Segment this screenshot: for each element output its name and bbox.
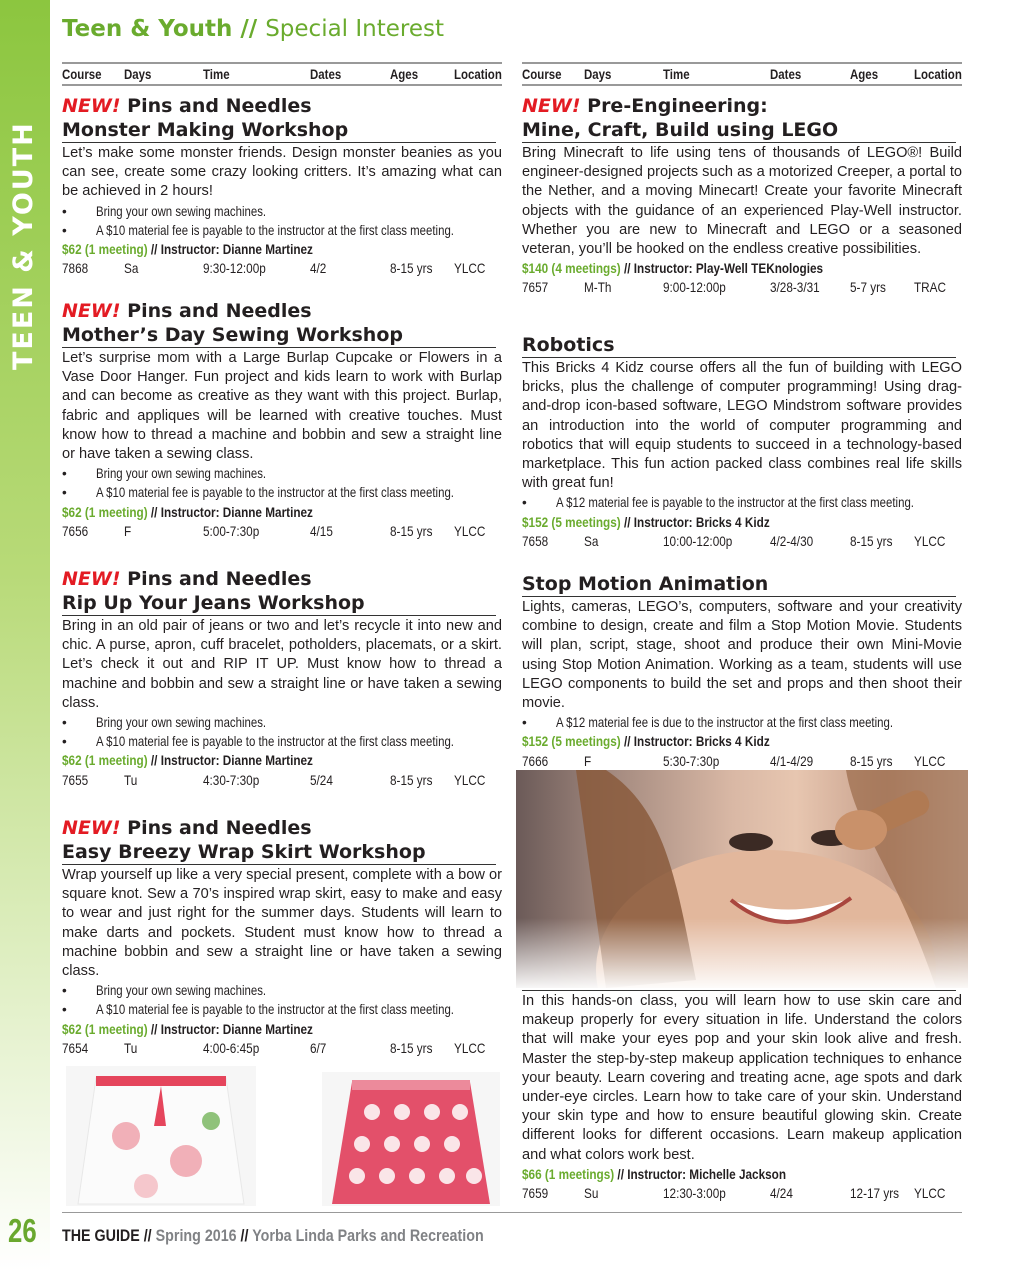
course-description: Bring Minecraft to life using tens of thousands of LEGO®! Build engineer-designed projects such as a motorized Creeper, a portal to the Nether, and a moving Minecart! Create your favorite Minecraft objects with the guidance of an experienced Play-Well instructor. Whether you are new to Minecraft and LEGO or a seasoned veteran, you’ll be hooked on the endless creative possibilities. (522, 145, 962, 258)
new-tag: NEW! (62, 300, 121, 322)
course-listing (522, 572, 962, 771)
schedule-ages: 8-15 yrs (850, 752, 893, 769)
schedule-location: YLCC (914, 1185, 946, 1202)
footer-separator: // (139, 1226, 156, 1245)
right-column (522, 62, 962, 1202)
bullet-item (62, 202, 502, 221)
schedule-location: YLCC (914, 752, 946, 769)
course-instructor: // Instructor: Dianne Martinez (147, 752, 313, 769)
section-title-sub: Special Interest (265, 16, 445, 42)
course-fee-line (522, 259, 962, 278)
course-title-text: Pre-Engineering: (587, 95, 768, 117)
course-description: In this hands-on class, you will learn how to use skin care and makeup properly for every situation in life. Understand the colors that will make your eyes pop and your skin look alive and fresh. Master the step-by-step makeup application techniques to enhance your beauty. Learn covering and treating acne, age spots and dark under-eye circles. Learn how to take care of your skin. Understand your skin type and how to ensure beautiful glowing skin. Create different looks for different occasions. Learn makeup application and what colors work best. (522, 993, 962, 1163)
bullet-text: Bring your own sewing machines. (96, 983, 267, 999)
schedule-dates: 4/15 (310, 522, 333, 539)
schedule-location: YLCC (454, 1039, 486, 1056)
course-price: $62 (1 meeting) (62, 503, 148, 520)
course-title-text: Pins and Needles (127, 95, 312, 117)
bullet-text: Bring your own sewing machines. (96, 466, 267, 482)
schedule-ages: 8-15 yrs (390, 771, 433, 788)
footer-org: Yorba Linda Parks and Recreation (252, 1226, 484, 1245)
course-title-text: Easy Breezy Wrap Skirt Workshop (62, 841, 426, 863)
schedule-row (62, 259, 502, 278)
bullet-item (62, 981, 502, 1000)
left-column (62, 62, 502, 1056)
bullet-item (62, 221, 502, 240)
schedule-days: Sa (584, 532, 599, 549)
header-course: Course (522, 66, 562, 82)
new-tag: NEW! (62, 817, 121, 839)
new-tag: NEW! (62, 568, 121, 590)
header-days: Days (124, 66, 152, 82)
schedule-days: M-Th (584, 279, 612, 296)
course-title-text: Mine, Craft, Build using LEGO (522, 119, 839, 141)
schedule-dates: 4/24 (770, 1185, 793, 1202)
schedule-course-number: 7658 (522, 532, 549, 549)
course-listing (62, 567, 502, 790)
course-price: $152 (5 meetings) (522, 513, 621, 530)
course-title-text: Mother’s Day Sewing Workshop (62, 324, 403, 346)
schedule-dates: 3/28-3/31 (770, 279, 820, 296)
page-number: 26 (8, 1212, 37, 1249)
right-column-header (522, 62, 962, 86)
bullet-item (522, 493, 962, 512)
course-title (522, 333, 956, 358)
footer-divider (62, 1212, 962, 1213)
course-fee-line (62, 1020, 502, 1039)
course-instructor: // Instructor: Michelle Jackson (614, 1165, 787, 1182)
schedule-dates: 4/2-4/30 (770, 532, 814, 549)
schedule-course-number: 7868 (62, 260, 89, 277)
course-title-text: Robotics (522, 334, 615, 356)
schedule-course-number: 7654 (62, 1039, 89, 1056)
course-instructor: // Instructor: Play-Well TEKnologies (620, 260, 824, 277)
header-ages: Ages (390, 66, 419, 82)
schedule-time: 9:00-12:00p (663, 279, 726, 296)
section-title (62, 16, 444, 42)
schedule-row (522, 1184, 962, 1203)
bullet-text: A $10 material fee is payable to the instructor at the first class meeting. (96, 222, 454, 238)
bullet-item (62, 1000, 502, 1019)
bullet-dot: • (62, 715, 67, 731)
header-days: Days (584, 66, 612, 82)
sidebar-label: TEEN & YOUTH (8, 121, 39, 370)
schedule-days: Tu (124, 1039, 138, 1056)
course-title-line2 (62, 323, 496, 348)
schedule-dates: 4/2 (310, 260, 327, 277)
schedule-days: Su (584, 1185, 599, 1202)
course-title-line1 (62, 567, 502, 591)
course-description: This Bricks 4 Kidz course offers all the fun of building with LEGO bricks, plus the challenge of computer programming! Using drag-and-drop icon-based software, LEGO Mindstrom software provides an introduction into the world of computer programming and robotics that will equip students to succeed in a technology-based marketplace. This fun action packed class combines real life skills with great fun! (522, 360, 962, 492)
course-price: $62 (1 meeting) (62, 241, 148, 258)
course-fee-line (62, 240, 502, 259)
new-tag: NEW! (522, 95, 581, 117)
bullet-item (62, 464, 502, 483)
header-location: Location (454, 66, 502, 82)
schedule-row (522, 532, 962, 551)
schedule-location: YLCC (454, 771, 486, 788)
footer-guide: THE GUIDE (62, 1226, 140, 1245)
schedule-course-number: 7666 (522, 752, 549, 769)
course-title-text: Monster Making Workshop (62, 119, 349, 141)
schedule-dates: 5/24 (310, 771, 333, 788)
bullet-dot: • (62, 222, 67, 238)
schedule-days: F (584, 752, 592, 769)
course-title-text: Pins and Needles (127, 817, 312, 839)
course-title-line2 (62, 840, 496, 865)
header-location: Location (914, 66, 962, 82)
header-dates: Dates (310, 66, 342, 82)
schedule-ages: 8-15 yrs (390, 260, 433, 277)
bullet-dot: • (62, 203, 67, 219)
schedule-days: F (124, 522, 132, 539)
sidebar-band (0, 0, 50, 1272)
bullet-text: Bring your own sewing machines. (96, 715, 267, 731)
skirt-photo-right (322, 1072, 500, 1206)
course-title-line1 (62, 94, 502, 118)
course-title-line2 (522, 118, 956, 143)
skirt-photo-left (66, 1066, 256, 1206)
bullet-item (522, 713, 962, 732)
schedule-time: 12:30-3:00p (663, 1185, 726, 1202)
bullet-dot: • (522, 715, 527, 731)
schedule-dates: 4/1-4/29 (770, 752, 814, 769)
schedule-time: 9:30-12:00p (203, 260, 266, 277)
course-fee-line (62, 503, 502, 522)
bullet-text: A $10 material fee is payable to the instructor at the first class meeting. (96, 734, 454, 750)
course-title-line2 (62, 118, 496, 143)
course-instructor: // Instructor: Bricks 4 Kidz (620, 733, 770, 750)
new-tag: NEW! (62, 95, 121, 117)
schedule-ages: 8-15 yrs (390, 1039, 433, 1056)
schedule-time: 4:00-6:45p (203, 1039, 260, 1056)
course-price: $152 (5 meetings) (522, 733, 621, 750)
schedule-time: 5:00-7:30p (203, 522, 260, 539)
bullet-text: A $12 material fee is due to the instructor at the first class meeting. (556, 715, 894, 731)
schedule-course-number: 7659 (522, 1185, 549, 1202)
course-listing (522, 966, 962, 1203)
section-title-main: Teen & Youth (62, 16, 233, 42)
bullet-dot: • (62, 734, 67, 750)
schedule-ages: 12-17 yrs (850, 1185, 900, 1202)
schedule-days: Tu (124, 771, 138, 788)
footer-separator: // (236, 1226, 253, 1245)
course-title-text: Pins and Needles (127, 568, 312, 590)
course-title (522, 572, 956, 597)
course-listing (522, 94, 962, 298)
bullet-text: Bring your own sewing machines. (96, 203, 267, 219)
section-title-separator: // (232, 16, 266, 42)
schedule-course-number: 7657 (522, 279, 549, 296)
bullet-text: A $10 material fee is payable to the instructor at the first class meeting. (96, 1002, 454, 1018)
course-title-line2 (62, 591, 496, 616)
schedule-row (62, 1039, 502, 1058)
course-description: Lights, cameras, LEGO’s, computers, software and your creativity combine to design, create and film a Stop Motion Movie. Students will plan, script, stage, shoot and produce their own Mini-Movie using Stop Motion Animation. Working as a team, students will use LEGO components to build the set and props and then shoot their movie. (522, 599, 962, 712)
schedule-ages: 5-7 yrs (850, 279, 886, 296)
course-listing (522, 333, 962, 551)
course-fee-line (62, 751, 502, 770)
schedule-time: 5:30-7:30p (663, 752, 720, 769)
bullet-dot: • (62, 983, 67, 999)
course-title-text: Rip Up Your Jeans Workshop (62, 592, 365, 614)
header-dates: Dates (770, 66, 802, 82)
bullet-item (62, 483, 502, 502)
schedule-row (522, 278, 962, 297)
bullet-dot: • (62, 466, 67, 482)
course-description: Let’s make some monster friends. Design monster beanies as you can see, create some crazy looking critters. It’s amazing what can be achieved in 2 hours! (62, 145, 502, 200)
schedule-days: Sa (124, 260, 139, 277)
course-instructor: // Instructor: Dianne Martinez (147, 1020, 313, 1037)
course-instructor: // Instructor: Dianne Martinez (147, 503, 313, 520)
footer (62, 1226, 564, 1246)
course-listing (62, 299, 502, 541)
header-ages: Ages (850, 66, 879, 82)
course-fee-line (522, 732, 962, 751)
course-fee-line (522, 513, 962, 532)
makeup-photo (516, 770, 968, 988)
header-time: Time (663, 66, 690, 82)
course-title-text: Pins and Needles (127, 300, 312, 322)
header-course: Course (62, 66, 102, 82)
schedule-time: 4:30-7:30p (203, 771, 260, 788)
schedule-location: YLCC (454, 260, 486, 277)
schedule-row (522, 752, 962, 771)
schedule-location: YLCC (454, 522, 486, 539)
schedule-row (62, 771, 502, 790)
schedule-ages: 8-15 yrs (390, 522, 433, 539)
course-title-line1 (522, 94, 962, 118)
course-price: $66 (1 meetings) (522, 1165, 615, 1182)
schedule-time: 10:00-12:00p (663, 532, 733, 549)
course-fee-line (522, 1165, 962, 1184)
schedule-dates: 6/7 (310, 1039, 327, 1056)
bullet-dot: • (62, 485, 67, 501)
course-price: $140 (4 meetings) (522, 260, 621, 277)
left-column-header (62, 62, 502, 86)
course-listing (62, 816, 502, 1058)
schedule-location: TRAC (914, 279, 947, 296)
bullet-text: A $10 material fee is payable to the instructor at the first class meeting. (96, 485, 454, 501)
course-description: Wrap yourself up like a very special present, complete with a bow or square knot. Sew a 70’s inspired wrap skirt, easy to make and easy to wear and just right for the summer days. Students will learn to make darts and pockets. Student must know how to thread a machine bobbin and sew a straight line or have taken a sewing class. (62, 867, 502, 980)
course-title-line1 (62, 299, 502, 323)
bullet-item (62, 732, 502, 751)
course-description: Let’s surprise mom with a Large Burlap Cupcake or Flowers in a Vase Door Hanger. Fun project and kids learn to work with Burlap and can become as creative as they want with this project. Burlap, fabric and appliques will be learned with creative touches. Must know how to thread a machine and bobbin and sew a straight line or have taken a sewing class. (62, 350, 502, 463)
schedule-ages: 8-15 yrs (850, 532, 893, 549)
course-title-line1 (62, 816, 502, 840)
header-time: Time (203, 66, 230, 82)
course-instructor: // Instructor: Bricks 4 Kidz (620, 513, 770, 530)
footer-season: Spring 2016 (155, 1226, 237, 1245)
course-price: $62 (1 meeting) (62, 1020, 148, 1037)
photo-fade (516, 918, 968, 988)
course-description: Bring in an old pair of jeans or two and let’s recycle it into new and chic. A purse, apron, cuff bracelet, potholders, placemats, or a skirt. Let’s check it out and RIP IT UP. Must know how to thread a machine and bobbin and sew a straight line or have taken a sewing class. (62, 618, 502, 711)
course-listing (62, 94, 502, 278)
bullet-text: A $12 material fee is payable to the instructor at the first class meeting. (556, 495, 914, 511)
course-price: $62 (1 meeting) (62, 752, 148, 769)
schedule-location: YLCC (914, 532, 946, 549)
course-title-text: Stop Motion Animation (522, 573, 769, 595)
bullet-dot: • (522, 495, 527, 511)
schedule-course-number: 7656 (62, 522, 89, 539)
bullet-dot: • (62, 1002, 67, 1018)
course-instructor: // Instructor: Dianne Martinez (147, 241, 313, 258)
schedule-row (62, 522, 502, 541)
schedule-course-number: 7655 (62, 771, 89, 788)
bullet-item (62, 713, 502, 732)
